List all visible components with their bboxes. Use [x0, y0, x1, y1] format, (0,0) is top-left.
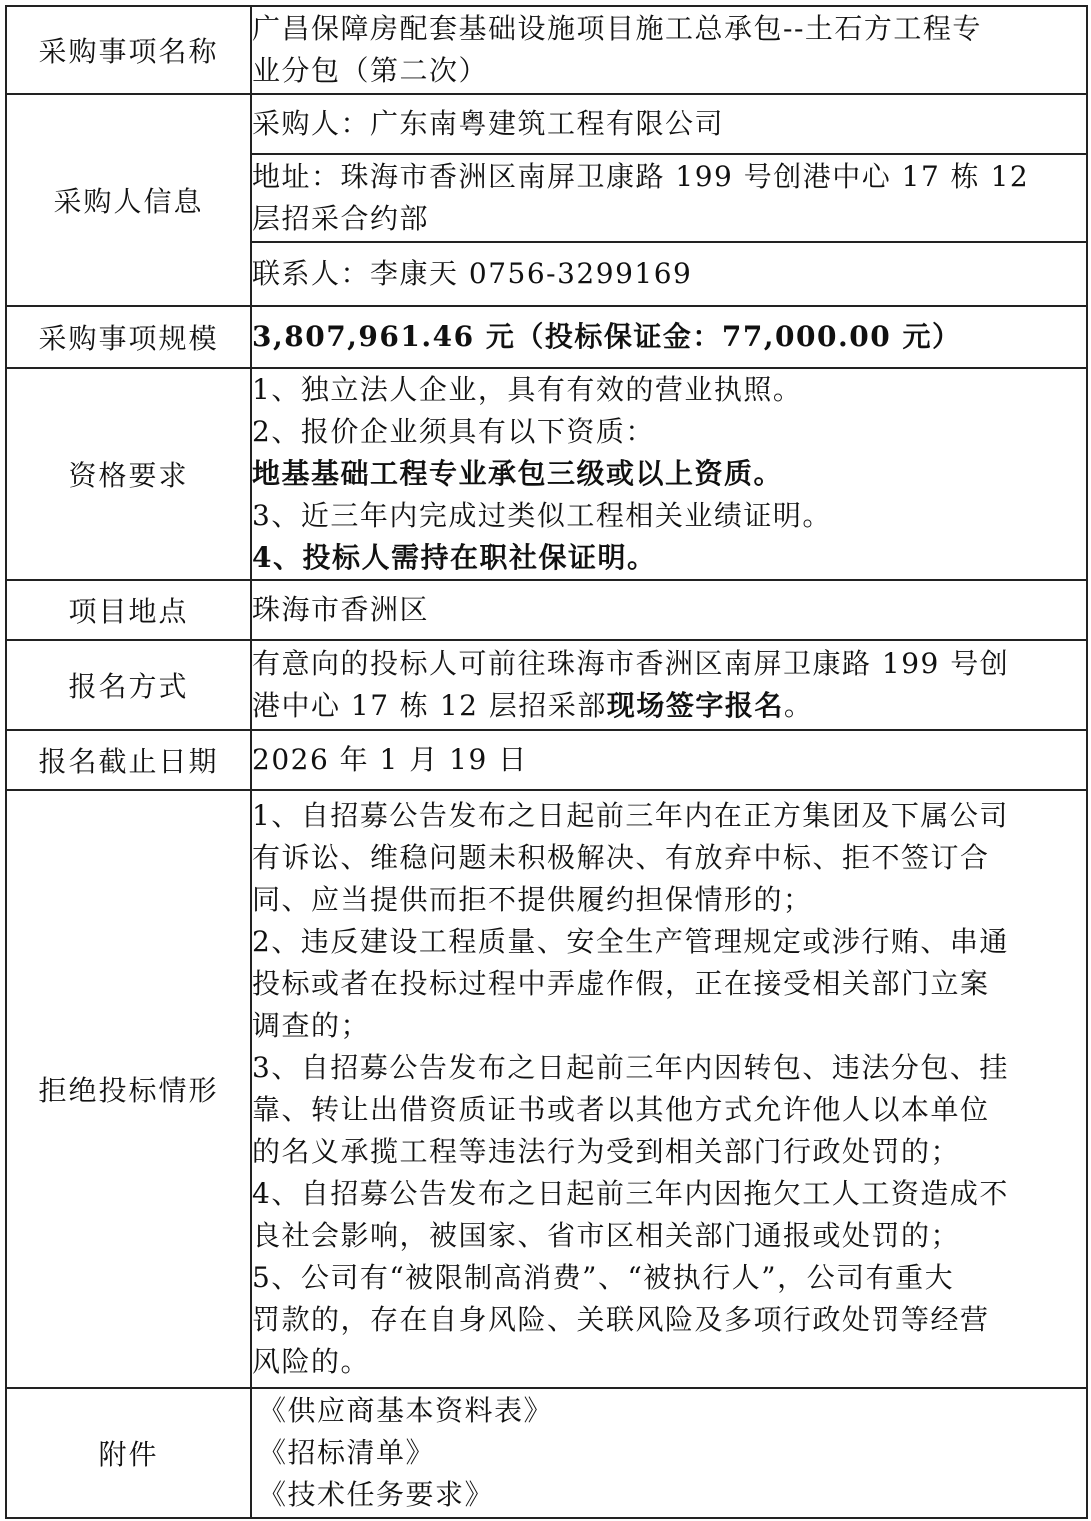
purchaser-address-line-2: 层招采合约部 — [252, 202, 430, 235]
qualification-item-2: 2、报价企业须具有以下资质： — [252, 415, 655, 448]
attachment-item: 《供应商基本资料表》 — [258, 1394, 554, 1427]
row-attachments — [6, 1388, 1087, 1518]
item-name-value — [251, 6, 1087, 94]
scale-label: 采购事项规模 — [6, 306, 251, 368]
row-registration — [6, 640, 1087, 730]
qualification-item-3: 3、近三年内完成过类似工程相关业绩证明。 — [252, 499, 832, 532]
attachment-item: 《技术任务要求》 — [258, 1478, 495, 1511]
rejection-line: 2、违反建设工程质量、安全生产管理规定或涉行贿、串通 — [252, 925, 1009, 958]
rejection-line: 有诉讼、维稳问题未积极解决、有放弃中标、拒不签订合 — [252, 841, 990, 874]
rejection-line: 3、自招募公告发布之日起前三年内因转包、违法分包、挂 — [252, 1051, 1009, 1084]
qualification-item-4: 4、投标人需持在职社保证明。 — [252, 541, 657, 574]
attachments-list — [251, 1388, 1087, 1518]
qualification-label: 资格要求 — [6, 368, 251, 580]
row-rejection — [6, 790, 1087, 1388]
rejection-line: 靠、转让出借资质证书或者以其他方式允许他人以本单位 — [252, 1093, 990, 1126]
rejection-line: 1、自招募公告发布之日起前三年内在正方集团及下属公司 — [252, 799, 1009, 832]
row-deadline — [6, 730, 1087, 790]
purchaser-address-line-1: 地址：珠海市香洲区南屏卫康路 199 号创港中心 17 栋 12 — [252, 160, 1030, 193]
rejection-line: 的名义承揽工程等违法行为受到相关部门行政处罚的； — [252, 1135, 961, 1168]
item-name-label: 采购事项名称 — [6, 6, 251, 94]
rejection-line: 5、公司有“被限制高消费”、“被执行人”，公司有重大 — [252, 1261, 955, 1294]
rejection-line: 投标或者在投标过程中弄虚作假，正在接受相关部门立案 — [252, 967, 990, 1000]
procurement-table — [5, 5, 1088, 1519]
qualification-item-2-detail: 地基基础工程专业承包三级或以上资质。 — [252, 457, 784, 490]
registration-method-emphasis: 现场签字报名 — [606, 689, 784, 722]
purchaser-label: 采购人信息 — [6, 94, 251, 306]
rejection-line: 调查的； — [252, 1009, 371, 1042]
registration-value — [251, 640, 1087, 730]
item-name-line-1: 广昌保障房配套基础设施项目施工总承包--土石方工程专 — [252, 12, 982, 45]
attachment-item: 《招标清单》 — [258, 1436, 436, 1469]
purchaser-name: 采购人：广东南粤建筑工程有限公司 — [251, 94, 1087, 154]
rejection-line: 良社会影响，被国家、省市区相关部门通报或处罚的； — [252, 1219, 961, 1252]
scale-value: 3,807,961.46 元（投标保证金：77,000.00 元） — [251, 306, 1087, 368]
location-label: 项目地点 — [6, 580, 251, 640]
rejection-list — [251, 790, 1087, 1388]
registration-line-2-text: 港中心 17 栋 12 层招采部 — [252, 689, 607, 722]
qualification-list — [251, 368, 1087, 580]
registration-label: 报名方式 — [6, 640, 251, 730]
item-name-line-2: 业分包（第二次） — [252, 54, 489, 87]
row-scale — [6, 306, 1087, 368]
rejection-line: 风险的。 — [252, 1345, 371, 1378]
rejection-line: 罚款的，存在自身风险、关联风险及多项行政处罚等经营 — [252, 1303, 990, 1336]
row-purchaser-name — [6, 94, 1087, 154]
row-qualification — [6, 368, 1087, 580]
row-location — [6, 580, 1087, 640]
registration-line-2 — [252, 685, 1086, 727]
registration-line-2-end: 。 — [783, 689, 814, 722]
rejection-line: 4、自招募公告发布之日起前三年内因拖欠工人工资造成不 — [252, 1177, 1009, 1210]
deadline-value: 2026 年 1 月 19 日 — [251, 730, 1087, 790]
purchaser-address — [251, 154, 1087, 242]
qualification-item-1: 1、独立法人企业，具有有效的营业执照。 — [252, 373, 803, 406]
location-value: 珠海市香洲区 — [251, 580, 1087, 640]
registration-line-1: 有意向的投标人可前往珠海市香洲区南屏卫康路 199 号创 — [252, 647, 1010, 680]
deadline-label: 报名截止日期 — [6, 730, 251, 790]
rejection-line: 同、应当提供而拒不提供履约担保情形的； — [252, 883, 813, 916]
rejection-label: 拒绝投标情形 — [6, 790, 251, 1388]
attachments-label: 附件 — [6, 1388, 251, 1518]
row-item-name — [6, 6, 1087, 94]
purchaser-contact: 联系人：李康天 0756-3299169 — [251, 242, 1087, 306]
